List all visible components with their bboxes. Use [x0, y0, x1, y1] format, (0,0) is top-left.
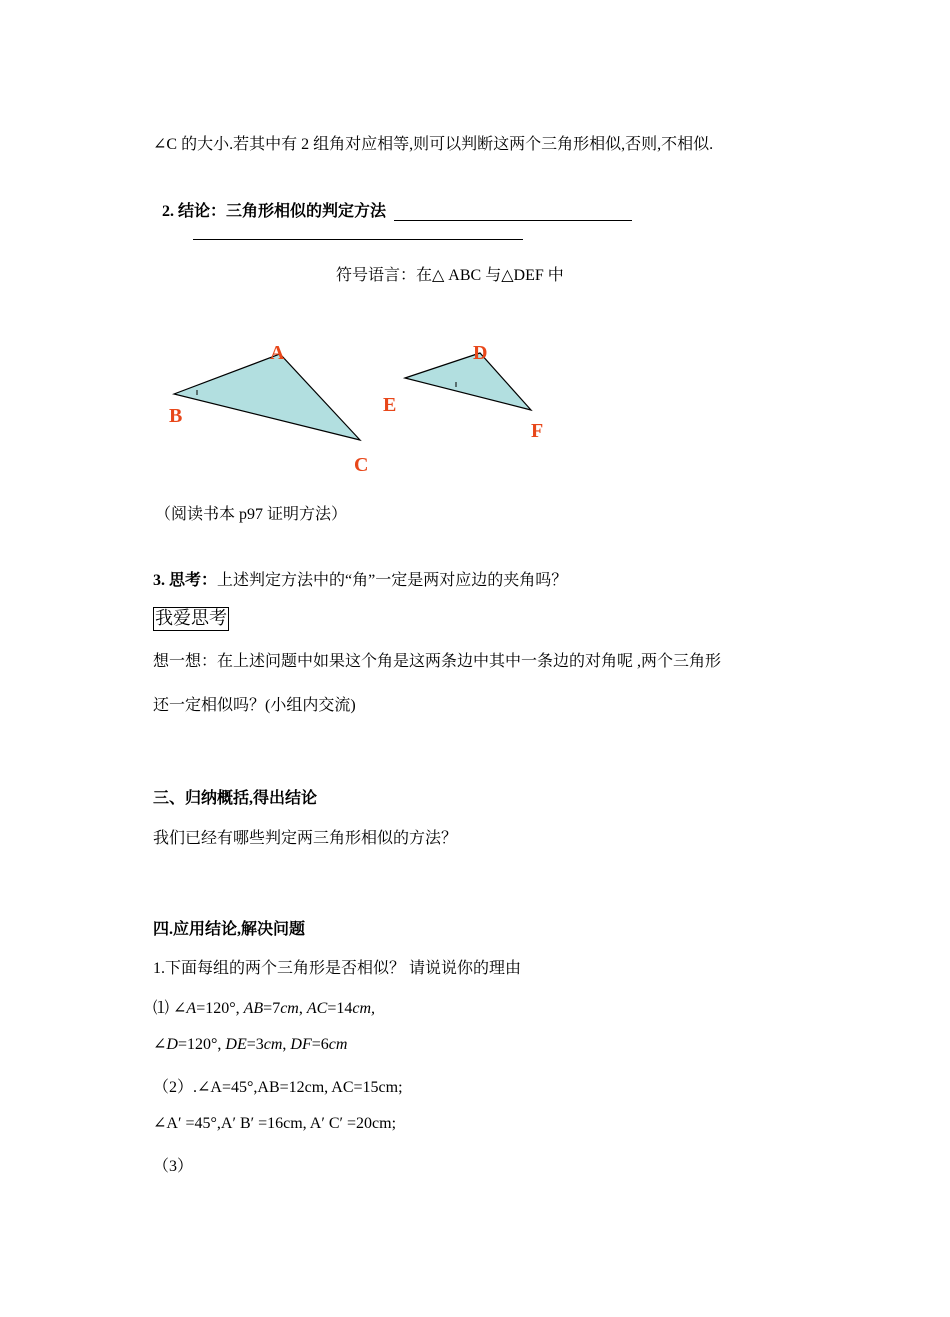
vertex-label-a: A	[270, 342, 285, 364]
item1b-prefix: ∠	[153, 1036, 167, 1053]
section4-title: 四.应用结论,解决问题	[153, 921, 306, 938]
item2-line2: ∠A′ =45°,A′ B′ =16cm, A′ C′ =20cm;	[153, 1115, 397, 1132]
vertex-label-d: D	[473, 342, 488, 364]
item1b-df: DF	[290, 1036, 312, 1053]
item1-cm-1: cm	[280, 1000, 299, 1017]
item2-line1: （2）.∠A=45°,AB=12cm, AC=15cm;	[153, 1079, 403, 1096]
item1-ab-value: =7	[263, 1000, 281, 1017]
item1b-cm-2: cm	[328, 1036, 348, 1053]
vertex-label-b: B	[169, 405, 183, 427]
love-think-box: 我爱思考	[155, 608, 227, 629]
conclusion-label: 2. 结论：三角形相似的判定方法	[162, 203, 387, 220]
conclusion-blank-2	[193, 239, 523, 240]
item1-ac: AC	[306, 1000, 328, 1017]
section4-q1: 1.下面每组的两个三角形是否相似？ 请说说你的理由	[153, 960, 522, 977]
text-line-angle-c: ∠C 的大小.若其中有 2 组角对应相等,则可以判断这两个三角形相似,否则,不相似.	[153, 136, 714, 153]
item1b-d-value: =120°,	[177, 1036, 226, 1053]
item1-ac-value: =14	[327, 1000, 353, 1017]
symbol-language-line	[336, 262, 564, 285]
reading-note: （阅读书本 p97 证明方法）	[155, 506, 348, 523]
item1-a-value: =120°,	[196, 1000, 244, 1017]
triangle-abc	[174, 354, 360, 440]
vertex-label-f: F	[531, 420, 544, 442]
item1-ab: AB	[243, 1000, 264, 1017]
item1-prefix: ⑴ ∠	[153, 1000, 187, 1017]
item3-line: （3）	[153, 1158, 194, 1175]
conclusion-blank-1	[394, 204, 632, 221]
item1-cm-2: cm,	[352, 1000, 375, 1017]
item1b-de-value: =3	[246, 1036, 264, 1053]
item1-line2	[153, 1034, 347, 1054]
triangles-figure	[160, 338, 580, 478]
think-text: 上述判定方法中的“角”一定是两对应边的夹角吗？	[217, 572, 568, 589]
vertex-label-c: C	[354, 454, 369, 476]
section3-title: 三、归纳概括,得出结论	[153, 790, 318, 807]
item1b-de: DE	[225, 1036, 247, 1053]
item1-angle-a: A	[186, 1000, 197, 1017]
conclusion-heading	[162, 198, 632, 221]
symbol-language-text: 符号语言：在△ ABC 与△DEF 中	[336, 267, 564, 284]
item1b-angle-d: D	[166, 1036, 178, 1053]
think-more-line-2: 还一定相似吗？(小组内交流)	[153, 697, 356, 714]
item1b-comma-1: ,	[282, 1036, 291, 1053]
item1-line1	[153, 995, 375, 1018]
item1-comma-1: ,	[298, 1000, 307, 1017]
item1b-cm-1: cm	[263, 1036, 283, 1053]
think-question	[153, 567, 567, 590]
think-more-line-1: 想一想：在上述问题中如果这个角是这两条边中其中一条边的对角呢 ,两个三角形	[153, 653, 722, 670]
triangle-def	[405, 353, 531, 410]
think-label: 3. 思考：	[153, 572, 218, 589]
section3-question: 我们已经有哪些判定两三角形相似的方法？	[153, 830, 458, 847]
item1b-df-value: =6	[311, 1036, 329, 1053]
vertex-label-e: E	[383, 394, 397, 416]
